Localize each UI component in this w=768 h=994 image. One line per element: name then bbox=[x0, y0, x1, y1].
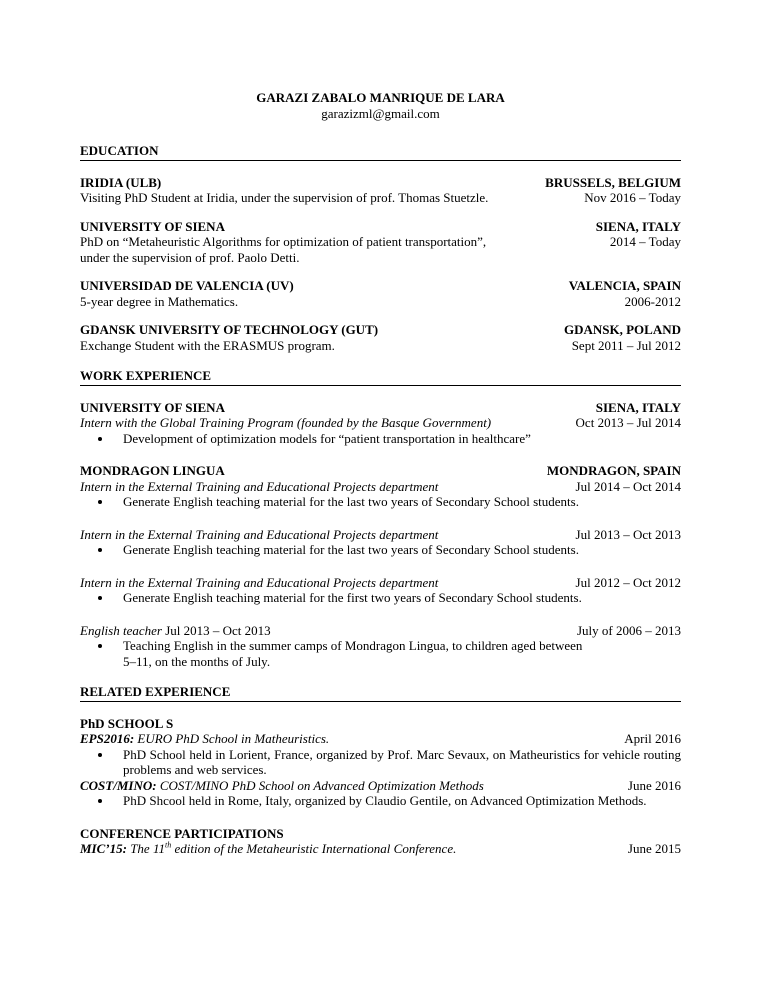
conference-participations bbox=[80, 826, 681, 857]
role-title: Intern with the Global Training Program (founded by the Basque Government) bbox=[80, 415, 492, 430]
education-entry-iridia bbox=[80, 175, 681, 206]
entry-description-cont: under the supervision of prof. Paolo Detti. bbox=[80, 249, 300, 265]
work-entry-english-teacher bbox=[80, 623, 681, 670]
bullet-item: • Development of optimization models for “patient transportation in healthcare” bbox=[113, 431, 681, 447]
org-name: GDANSK UNIVERSITY OF TECHNOLOGY (GUT) bbox=[80, 322, 379, 337]
work-entry-siena bbox=[80, 400, 681, 447]
entry-date: June 2016 bbox=[627, 777, 681, 793]
bullet-item: • Generate English teaching material for the last two years of Secondary School students. bbox=[113, 494, 681, 510]
role-title: Intern in the External Training and Educational Projects department bbox=[80, 526, 439, 542]
school-line bbox=[80, 731, 329, 747]
work-entry-mondragon-2012 bbox=[80, 575, 681, 606]
org-location: BRUSSELS, BELGIUM bbox=[545, 174, 681, 190]
org-location: SIENA, ITALY bbox=[595, 399, 681, 415]
school-desc: COST/MINO PhD School on Advanced Optimization Methods bbox=[156, 777, 484, 793]
entry-description: Visiting PhD Student at Iridia, under the supervision of prof. Thomas Stuetzle. bbox=[80, 190, 489, 205]
bullet-item bbox=[113, 638, 681, 669]
school-code: EPS2016: bbox=[80, 731, 135, 746]
org-location: GDANSK, POLAND bbox=[563, 322, 681, 337]
entry-date: 2006-2012 bbox=[624, 293, 681, 309]
role-title: English teacher bbox=[80, 622, 162, 638]
entry-description: Exchange Student with the ERASMUS program. bbox=[80, 337, 335, 353]
bullet-item: • PhD Shcool held in Rome, Italy, organized by Claudio Gentile, on Advanced Optimization Methods. bbox=[113, 793, 681, 809]
org-name: UNIVERSITY OF SIENA bbox=[80, 399, 225, 415]
entry-date: April 2016 bbox=[624, 731, 681, 746]
entry-description: 5-year degree in Mathematics. bbox=[80, 293, 239, 309]
conference-desc-post: edition of the Metaheuristic International Conference. bbox=[171, 841, 457, 856]
subsection-heading: PhD SCHOOL S bbox=[80, 715, 174, 731]
bullet-item: • PhD School held in Lorient, France, organized by Prof. Marc Sevaux, on Matheuristics for vehicle routing problems and web services. bbox=[113, 747, 681, 778]
entry-date: July of 2006 – 2013 bbox=[577, 622, 681, 638]
org-location: MONDRAGON, SPAIN bbox=[546, 463, 681, 478]
section-education: EDUCATION bbox=[80, 143, 681, 161]
bullet-text: Teaching English in the summer camps of Mondragon Lingua, to children aged between bbox=[123, 638, 583, 653]
entry-date: Oct 2013 – Jul 2014 bbox=[575, 415, 681, 430]
section-work-experience: WORK EXPERIENCE bbox=[80, 368, 681, 386]
person-name: GARAZI ZABALO MANRIQUE DE LARA bbox=[256, 90, 505, 105]
role-title: Intern in the External Training and Educational Projects department bbox=[80, 478, 439, 494]
org-location: VALENCIA, SPAIN bbox=[568, 278, 681, 293]
entry-date: Jul 2014 – Oct 2014 bbox=[575, 478, 681, 494]
work-entry-mondragon bbox=[80, 463, 681, 510]
school-line bbox=[80, 778, 484, 794]
education-entry-gdansk bbox=[80, 322, 681, 353]
cv-page bbox=[80, 90, 681, 870]
entry-date: 2014 – Today bbox=[609, 234, 681, 249]
bullet-item: • Generate English teaching material for the last two years of Secondary School students. bbox=[113, 542, 681, 558]
school-code: COST/MINO: bbox=[80, 777, 157, 793]
phd-schools bbox=[80, 716, 681, 809]
ordinal-suffix: th bbox=[165, 840, 172, 850]
work-entry-mondragon-2013 bbox=[80, 527, 681, 558]
role-line bbox=[80, 623, 271, 639]
entry-date: Jul 2012 – Oct 2012 bbox=[575, 574, 681, 590]
education-entry-siena bbox=[80, 219, 681, 266]
entry-date: Nov 2016 – Today bbox=[584, 190, 681, 205]
role-extra: Jul 2013 – Oct 2013 bbox=[161, 622, 271, 638]
bullet-text-cont: 5–11, on the months of July. bbox=[123, 653, 271, 669]
org-name: IRIDIA (ULB) bbox=[80, 174, 162, 190]
org-name: UNIVERSITY OF SIENA bbox=[80, 218, 225, 234]
entry-description: PhD on “Metaheuristic Algorithms for optimization of patient transportation”, bbox=[80, 234, 487, 249]
conference-desc-pre: The 11 bbox=[126, 841, 165, 856]
entry-date: June 2015 bbox=[627, 841, 681, 856]
conference-code: MIC’15: bbox=[80, 841, 127, 856]
email-address: garazizml@gmail.com bbox=[321, 105, 440, 121]
entry-date: Jul 2013 – Oct 2013 bbox=[575, 526, 681, 542]
org-name: MONDRAGON LINGUA bbox=[80, 463, 225, 478]
section-related-experience: RELATED EXPERIENCE bbox=[80, 684, 681, 702]
school-desc: EURO PhD School in Matheuristics. bbox=[134, 731, 330, 746]
org-location: SIENA, ITALY bbox=[595, 218, 681, 234]
subsection-heading: CONFERENCE PARTICIPATIONS bbox=[80, 825, 284, 841]
education-entry-valencia bbox=[80, 278, 681, 309]
bullet-item: • Generate English teaching material for the first two years of Secondary School students. bbox=[113, 590, 681, 606]
role-title: Intern in the External Training and Educational Projects department bbox=[80, 574, 439, 590]
conference-line bbox=[80, 841, 456, 857]
org-name: UNIVERSIDAD DE VALENCIA (UV) bbox=[80, 278, 294, 293]
entry-date: Sept 2011 – Jul 2012 bbox=[571, 337, 681, 353]
